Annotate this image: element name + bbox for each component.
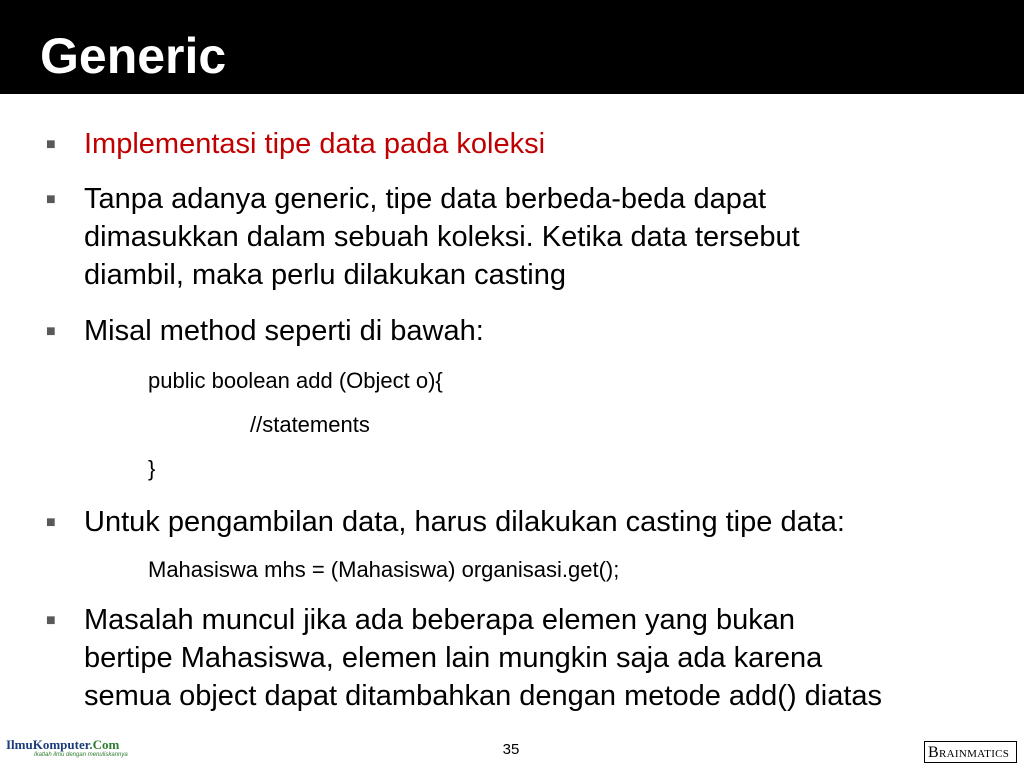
code-casting-line: Mahasiswa mhs = (Mahasiswa) organisasi.get(); bbox=[148, 557, 620, 582]
ilmukomputer-logo bbox=[6, 735, 128, 763]
logo-right-part-1: B bbox=[928, 744, 939, 761]
slide-title: Generic bbox=[40, 28, 227, 84]
bullet-1-line-1: Implementasi tipe data pada koleksi bbox=[84, 128, 546, 160]
code-method-line-3: } bbox=[148, 456, 156, 481]
code-method-line-2: //statements bbox=[250, 412, 370, 437]
bullet-square-icon: ■ bbox=[46, 191, 56, 208]
logo-right-part-2: RAIN bbox=[938, 748, 968, 760]
bullet-square-icon: ■ bbox=[46, 612, 56, 629]
logo-right-part-3: MATICS bbox=[967, 748, 1010, 760]
bullet-5-line-3: semua object dapat ditambahkan dengan metode add() diatas bbox=[84, 680, 883, 712]
logo-left-name: IlmuKomputer bbox=[6, 737, 90, 752]
bullet-5-line-2: bertipe Mahasiswa, elemen lain mungkin saja ada karena bbox=[84, 642, 823, 674]
logo-left-suffix: .Com bbox=[89, 737, 120, 752]
bullet-square-icon: ■ bbox=[46, 514, 56, 531]
page-number: 35 bbox=[502, 741, 520, 758]
bullet-5-line-1: Masalah muncul jika ada beberapa elemen yang bukan bbox=[84, 604, 795, 636]
code-method-line-1: public boolean add (Object o){ bbox=[148, 368, 443, 393]
bullet-3-line-1: Misal method seperti di bawah: bbox=[84, 315, 484, 347]
bullet-square-icon: ■ bbox=[46, 136, 56, 153]
logo-left-tagline: Ikatlah ilmu dengan menuliskannya bbox=[34, 752, 128, 758]
brainmatics-logo bbox=[924, 741, 1017, 763]
bullet-square-icon: ■ bbox=[46, 323, 56, 340]
bullet-4-line-1: Untuk pengambilan data, harus dilakukan casting tipe data: bbox=[84, 506, 845, 538]
bullet-2-line-1: Tanpa adanya generic, tipe data berbeda-beda dapat bbox=[84, 183, 767, 215]
bullet-2-line-2: dimasukkan dalam sebuah koleksi. Ketika data tersebut bbox=[84, 221, 800, 253]
bullet-2-line-3: diambil, maka perlu dilakukan casting bbox=[84, 259, 566, 291]
